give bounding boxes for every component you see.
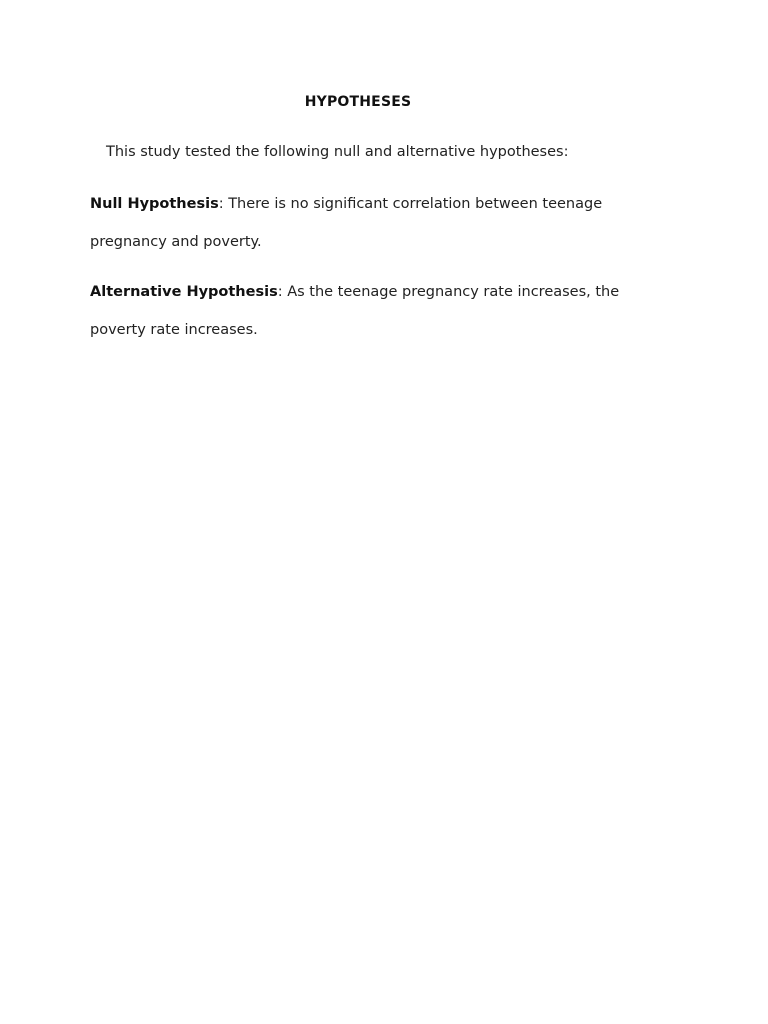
section-title: HYPOTHESES — [304, 94, 412, 110]
null-hypothesis-text: : There is no significant correlation between teenage pregnancy and poverty. — [90, 196, 603, 250]
null-hypothesis-paragraph — [90, 185, 670, 261]
alternative-hypothesis-term: Alternative Hypothesis — [90, 284, 278, 300]
alternative-hypothesis-text: : As the teenage pregnancy rate increases, the poverty rate increases. — [90, 284, 620, 338]
null-hypothesis-term: Null Hypothesis — [90, 196, 219, 212]
intro-paragraph: This study tested the following null and alternative hypotheses: — [106, 144, 569, 160]
alternative-hypothesis-paragraph — [90, 273, 670, 349]
